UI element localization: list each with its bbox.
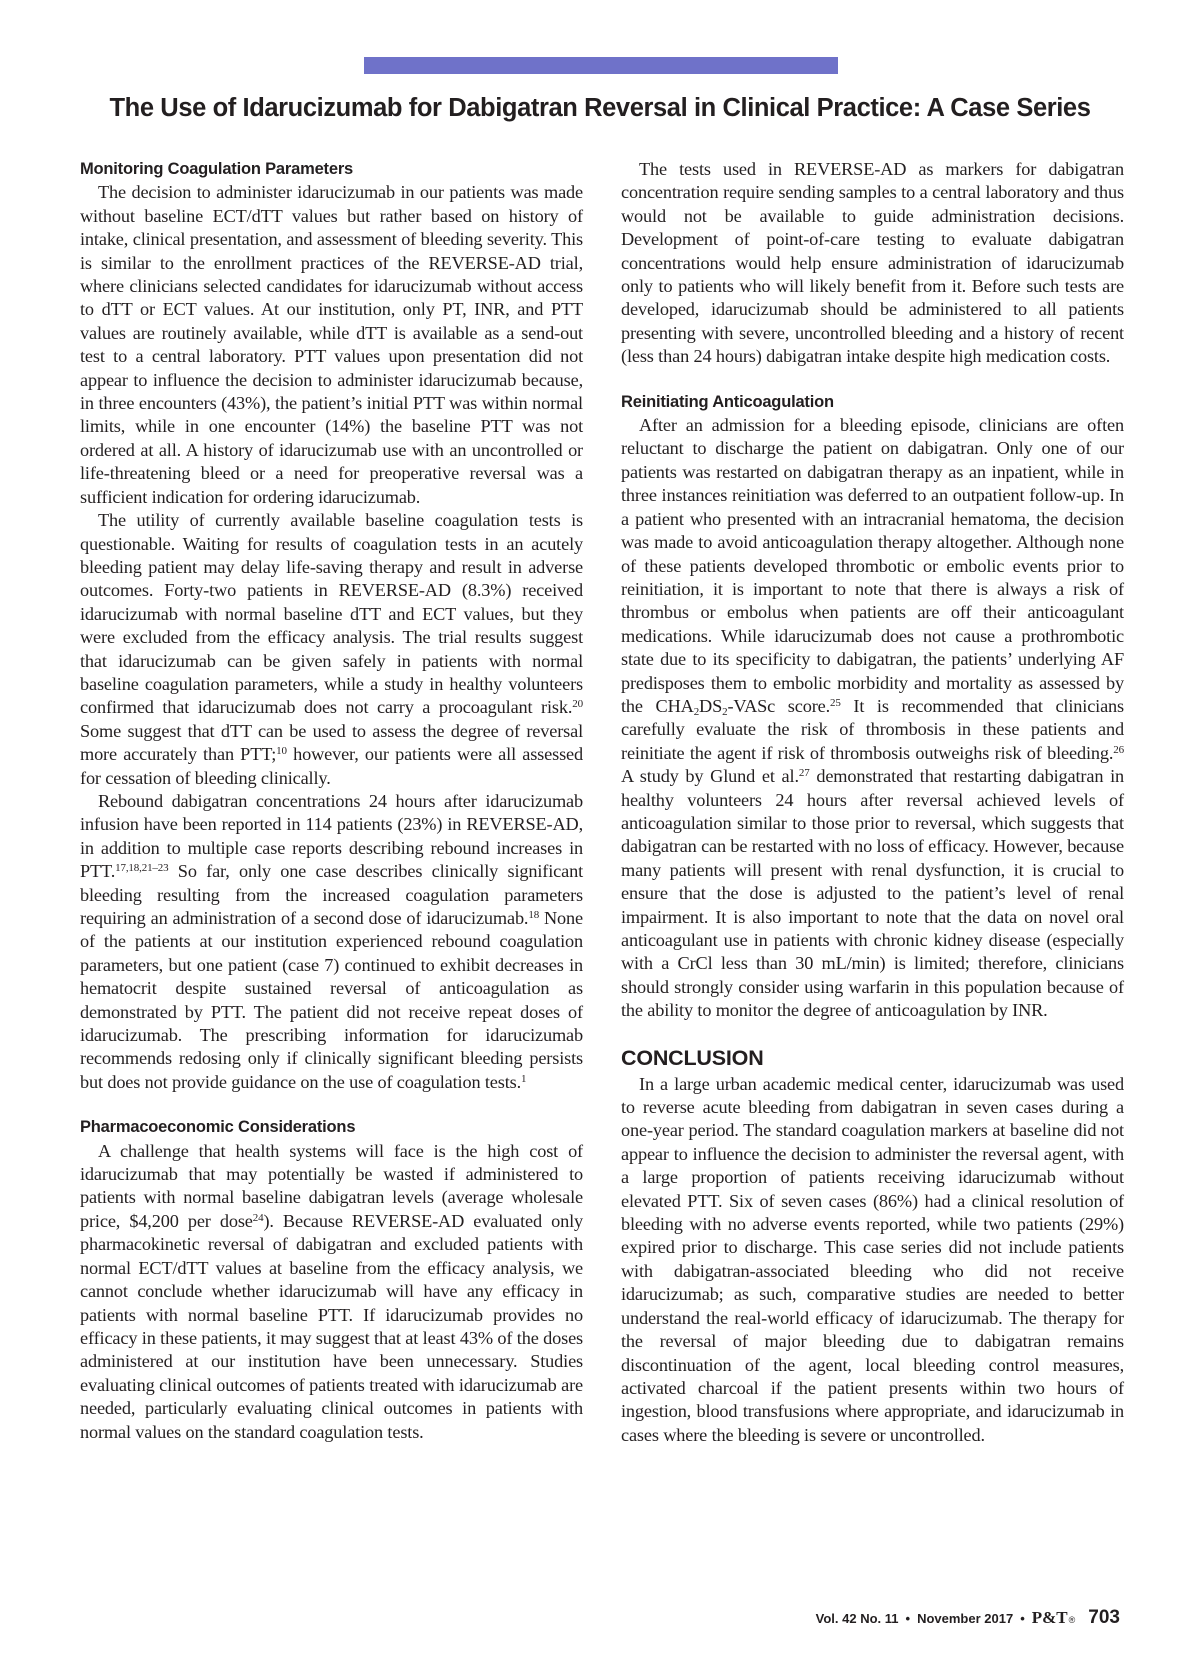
heading-reinitiating: Reinitiating Anticoagulation	[621, 392, 834, 411]
reference-superscript: 1	[521, 1072, 527, 1085]
footer-separator: •	[1020, 1611, 1025, 1626]
monitoring-paragraph-3: Rebound dabigatran concentrations 24 hours after idarucizumab infusion have been reported in 114 patients (23%) in REVERSE-AD, in addition to multiple case reports describing rebound increases in PTT.$^{17,18,21-23}$ So far, only one case describes clinically significant bleeding resulting from the increased coagulation parameters requiring an administration of a second dose of idarucizumab.$^{18}$ None of the patients at our institution experienced rebound coagulation parameters, but one patient (case 7) continued to exhibit decreases in hematocrit despite sustained reversal of anticoagulation as demonstrated by PTT. The patient did not receive repeat doses of idarucizumab. The prescribing information for idarucizumab recommends redosing only if clinically significant bleeding persists but does not provide guidance on the use of coagulation tests.$^1$	[80, 790, 584, 1092]
footer-volume: Vol. 42 No. 11	[815, 1611, 899, 1626]
reference-superscript: 25	[830, 696, 841, 709]
page-number: 703	[1088, 1607, 1120, 1628]
registered-mark: ®	[1068, 1615, 1076, 1625]
tests-paragraph: The tests used in REVERSE-AD as markers for dabigatran concentration require sending samples to a central laboratory and thus would not be available to guide administration decisions. Development of point-of-care testing to evaluate dabigatran concentrations would help ensure administration of idarucizumab only to patients who will likely benefit from it. Before such tests are developed, idarucizumab should be administered to all patients presenting with severe, uncontrolled bleeding and a history of recent (less than 24 hours) dabigatran intake despite high medication costs.	[621, 159, 1124, 367]
reference-superscript: 20	[572, 698, 583, 711]
left-column	[80, 158, 583, 1444]
heading-conclusion: CONCLUSION	[621, 1045, 764, 1070]
reference-superscript: 27	[798, 767, 810, 780]
header-accent-bar	[364, 57, 838, 74]
footer-date: November 2017	[917, 1611, 1014, 1626]
monitoring-paragraph-2: The utility of currently available baseline coagulation tests is questionable. Waiting for results of coagulation tests in an acutely bleeding patient may delay life-saving therapy and result in adverse outcomes. Forty-two patients in REVERSE-AD (8.3%) received idarucizumab with normal baseline dTT and ECT values, but they were excluded from the efficacy analysis. The trial results suggest that idarucizumab can be given safely in patients with normal baseline coagulation parameters, while a study in healthy volunteers confirmed that idarucizumab does not carry a procoagulant risk.$^{20}$ Some suggest that dTT can be used to assess the degree of reversal more accurately than PTT;$^{10}$ however, our patients were all assessed for cessation of bleeding clinically.	[80, 510, 583, 788]
conclusion-paragraph: In a large urban academic medical center, idarucizumab was used to reverse acute bleeding from dabigatran in seven cases during a one-year period. The standard coagulation markers at baseline did not appear to influence the decision to administer the reversal agent, with a large proportion of patients receiving idarucizumab without elevated PTT. Six of seven cases (86%) had a clinical resolution of bleeding with no adverse events reported, while two patients (29%) expired prior to discharge. This case series did not include patients with dabigatran-associated bleeding who did not receive idarucizumab; as such, comparative studies are needed to better understand the real-world efficacy of idarucizumab. The therapy for the reversal of major bleeding due to dabigatran remains discontinuation of the agent, local bleeding control measures, activated charcoal if the patient presents within two hours of ingestion, blood transfusions where appropriate, and idarucizumab in cases where the bleeding is severe or uncontrolled.	[621, 1073, 1124, 1445]
pharmaco-paragraph-1: A challenge that health systems will face is the high cost of idarucizumab that may potentially be wasted if administered to patients with normal baseline dabigatran levels (average wholesale price, $4,200 per dose$^{24}$). Because REVERSE-AD evaluated only pharmacokinetic reversal of dabigatran and excluded patients with normal ECT/dTT values at baseline from the efficacy analysis, we cannot conclude whether idarucizumab will have any efficacy in patients with normal baseline PTT. If idarucizumab provides no efficacy in these patients, it may suggest that at least 43% of the doses administered at our institution have been unnecessary. Studies evaluating clinical outcomes of patients treated with idarucizumab are needed, particularly evaluating clinical outcomes in patients with normal values on the standard coagulation tests.	[80, 1140, 583, 1442]
reference-superscript: 24	[252, 1211, 264, 1224]
reference-superscript: 10	[276, 745, 287, 758]
reference-superscript: 17,18,21–23	[115, 862, 169, 875]
reference-superscript: 18	[528, 909, 540, 921]
page-footer	[816, 1607, 1120, 1629]
footer-separator: •	[905, 1611, 911, 1626]
reference-superscript: 26	[1113, 743, 1124, 756]
heading-pharmacoeconomic: Pharmacoeconomic Considerations	[80, 1118, 356, 1137]
footer-journal-name: P&T	[1031, 1608, 1068, 1627]
reinit-paragraph-1: After an admission for a bleeding episode, clinicians are often reluctant to discharge the patient on dabigatran. Only one of our patients was restarted on dabigatran therapy as an inpatient, while in three instances reinitiation was deferred to an outpatient follow-up. In a patient who presented with an intracranial hematoma, the decision was made to avoid anticoagulation therapy altogether. Although none of these patients developed thrombotic or embolic events prior to reinitiation, it is important to note that there is always a risk of thrombus or embolus when patients are off their anticoagulant medications. While idarucizumab does not cause a prothrombotic state due to its specificity to dabigatran, the patients’ underlying AF predisposes them to embolic morbidity and mortality as assessed by the $CHA_2DS_2$-VASc score.$^{25}$ It is recommended that clinicians carefully evaluate the risk of thrombosis in these patients and reinitiate the agent if risk of thrombosis outweighs risk of bleeding.$^{26}$ A study by Glund et al.$^{27}$ demonstrated that restarting dabigatran in healthy volunteers 24 hours after reversal achieved levels of anticoagulation similar to those prior to reversal, which suggests that dabigatran can be restarted with no loss of efficacy. However, because many patients will present with renal dysfunction, it is crucial to ensure that the dose is adjusted to the patient’s level of renal impairment. It is also important to note that the data on novel oral anticoagulant use in patients with chronic kidney disease (especially with a CrCl less than 30 mL/min) is limited; therefore, clinicians should strongly consider using warfarin in this population because of the ability to monitor the degree of anticoagulation by INR.	[621, 415, 1125, 1021]
right-column	[621, 158, 1124, 1447]
monitoring-paragraph-1: The decision to administer idarucizumab in our patients was made without baseline ECT/dTT values but rather based on history of intake, clinical presentation, and assessment of bleeding severity. This is similar to the enrollment practices of the REVERSE-AD trial, where clinicians selected candidates for idarucizumab without access to dTT or ECT values. At our institution, only PT, INR, and PTT values are routinely available, while dTT is available as a send-out test to a central laboratory. PTT values upon presentation did not appear to influence the decision to administer idarucizumab because, in three encounters (43%), the patient’s initial PTT was within normal limits, while in one encounter (14%) the baseline PTT was not ordered at all. A history of idarucizumab use with an uncontrolled or life-threatening bleed or a need for preoperative reversal was a sufficient indication for ordering idarucizumab.	[80, 182, 583, 507]
article-title: The Use of Idarucizumab for Dabigatran Reversal in Clinical Practice: A Case Series	[109, 94, 1091, 122]
heading-monitoring: Monitoring Coagulation Parameters	[80, 160, 354, 178]
